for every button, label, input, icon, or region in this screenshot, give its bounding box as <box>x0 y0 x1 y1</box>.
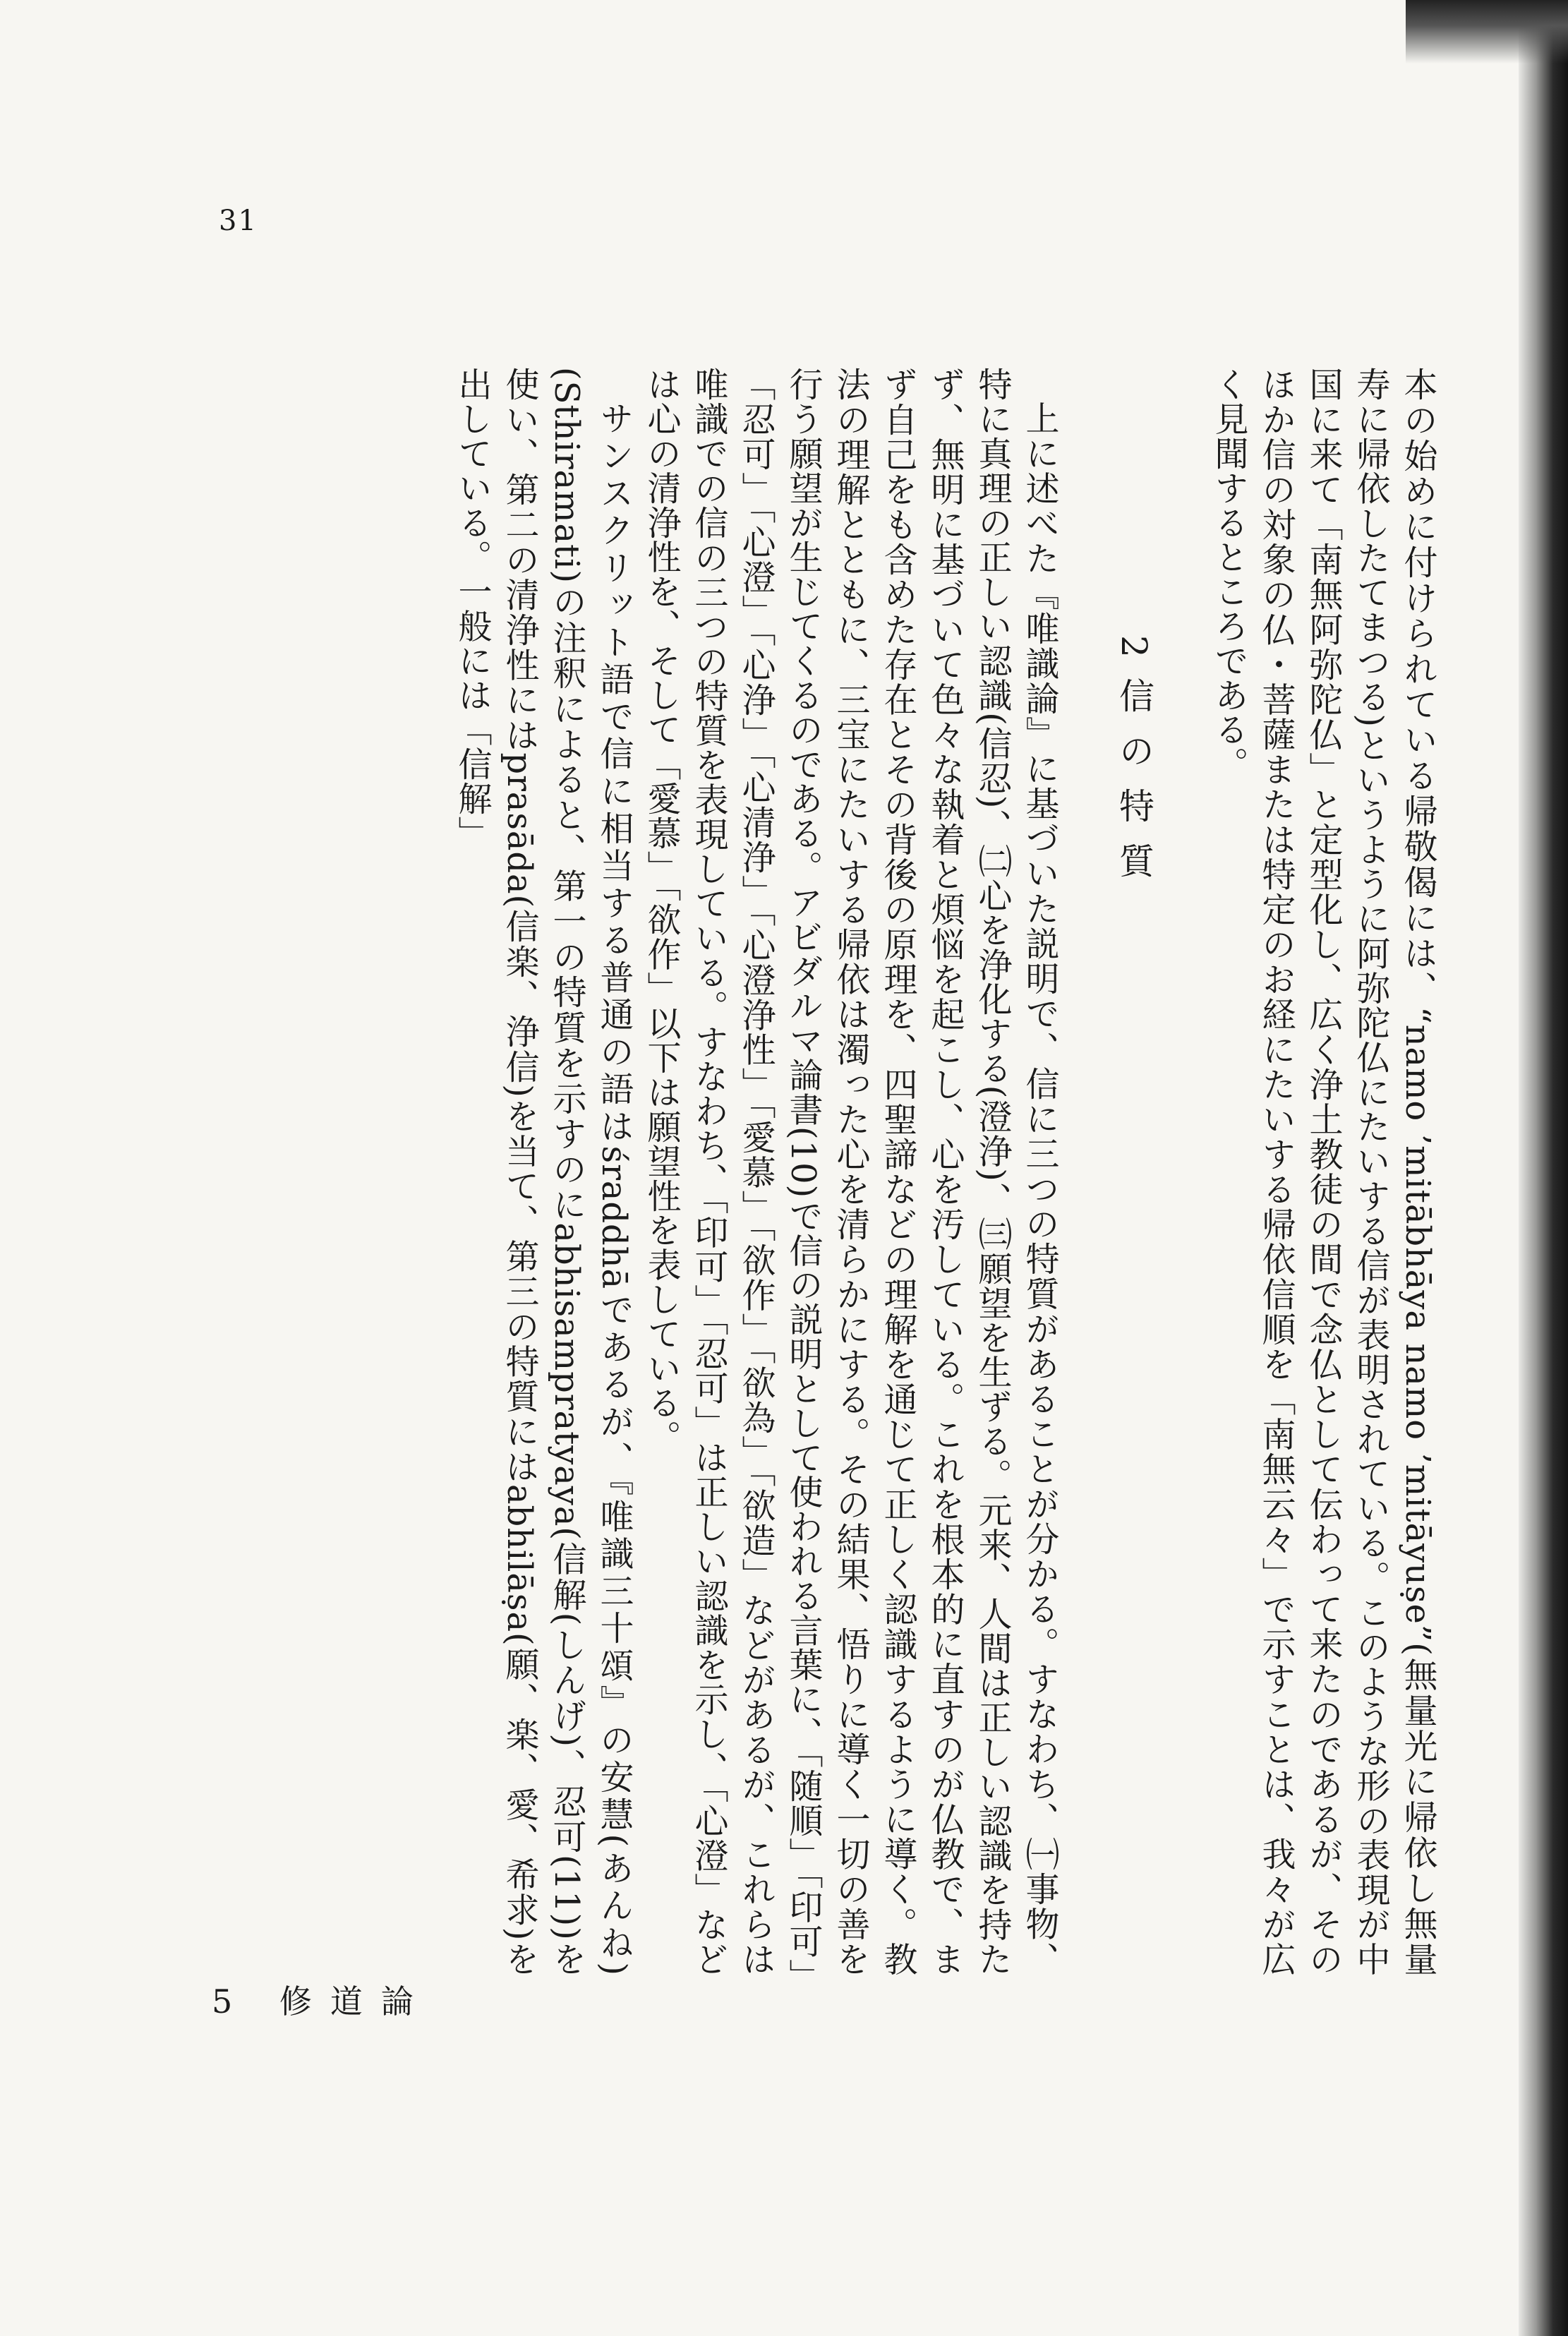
section-title: 信の特質 <box>1114 677 1154 898</box>
paragraph-continuation: 本の始めに付けられている帰敬偈には、“namo ’mitābhāya namo ’mitāyuṣe”(無量光に帰依し無量寿に帰依したてまつる)というように阿弥陀仏にたいする信が表明されている。このような形の表現が中国に来て「南無阿弥陀仏」と定型化し、広く浄土教徒の間で念仏として伝わって来たのであるが、そのほか信の対象の仏・菩薩または特定のお経にたいする帰依信順を「南無云々」で示すことは、我々が広く見聞するところである。 <box>1209 367 1437 1976</box>
paragraph-sanskrit: サンスクリット語で信に相当する普通の語はśraddhāであるが、『唯識三十頌』の安慧(あんね)(Sthiramati)の注釈によると、第一の特質を示すのにabhisampratyaya(信解(しんげ)、忍可(11))を使い、第二の清浄性にはprasāda(信楽、浄信)を当て、第三の特質にはabhilāṣa(願、楽、愛、希求)を出している。一般には「信解」 <box>452 367 634 1976</box>
page-number: 31 <box>219 205 258 237</box>
page-edge-shadow <box>1519 0 1568 2336</box>
vertical-text-block <box>241 367 1441 1976</box>
section-number: 2 <box>1114 635 1154 678</box>
page-corner-shadow <box>1406 0 1568 64</box>
paragraph-characteristics: 上に述べた『唯識論』に基づいた説明で、信に三つの特質があることが分かる。すなわち、㈠事物、特に真理の正しい認識(信忍)、㈡心を浄化する(澄浄)、㈢願望を生ずる。元来、人間は正しい認識を持たず、無明に基づいて色々な執着と煩悩を起こし、心を汚している。これを根本的に直すのが仏教で、まず自己をも含めた存在とその背後の原理を、四聖諦などの理解を通じて正しく認識するように導く。教法の理解とともに、三宝にたいする帰依は濁った心を清らかにする。その結果、悟りに導く一切の善を行う願望が生じてくるのである。アビダルマ論書(10)で信の説明として使われる言葉に、「随順」「印可」「忍可」「心澄」「心浄」「心清浄」「心澄浄性」「愛慕」「欲作」「欲為」「欲造」などがあるが、これらは唯識での信の三つの特質を表現している。すなわち、「印可」「忍可」は正しい認識を示し、「心澄」などは心の清浄性を、そして「愛慕」「欲作」以下は願望性を表している。 <box>641 367 1059 1976</box>
running-footer: 5 修道論 <box>212 1982 432 2021</box>
section-heading <box>1063 367 1205 1976</box>
